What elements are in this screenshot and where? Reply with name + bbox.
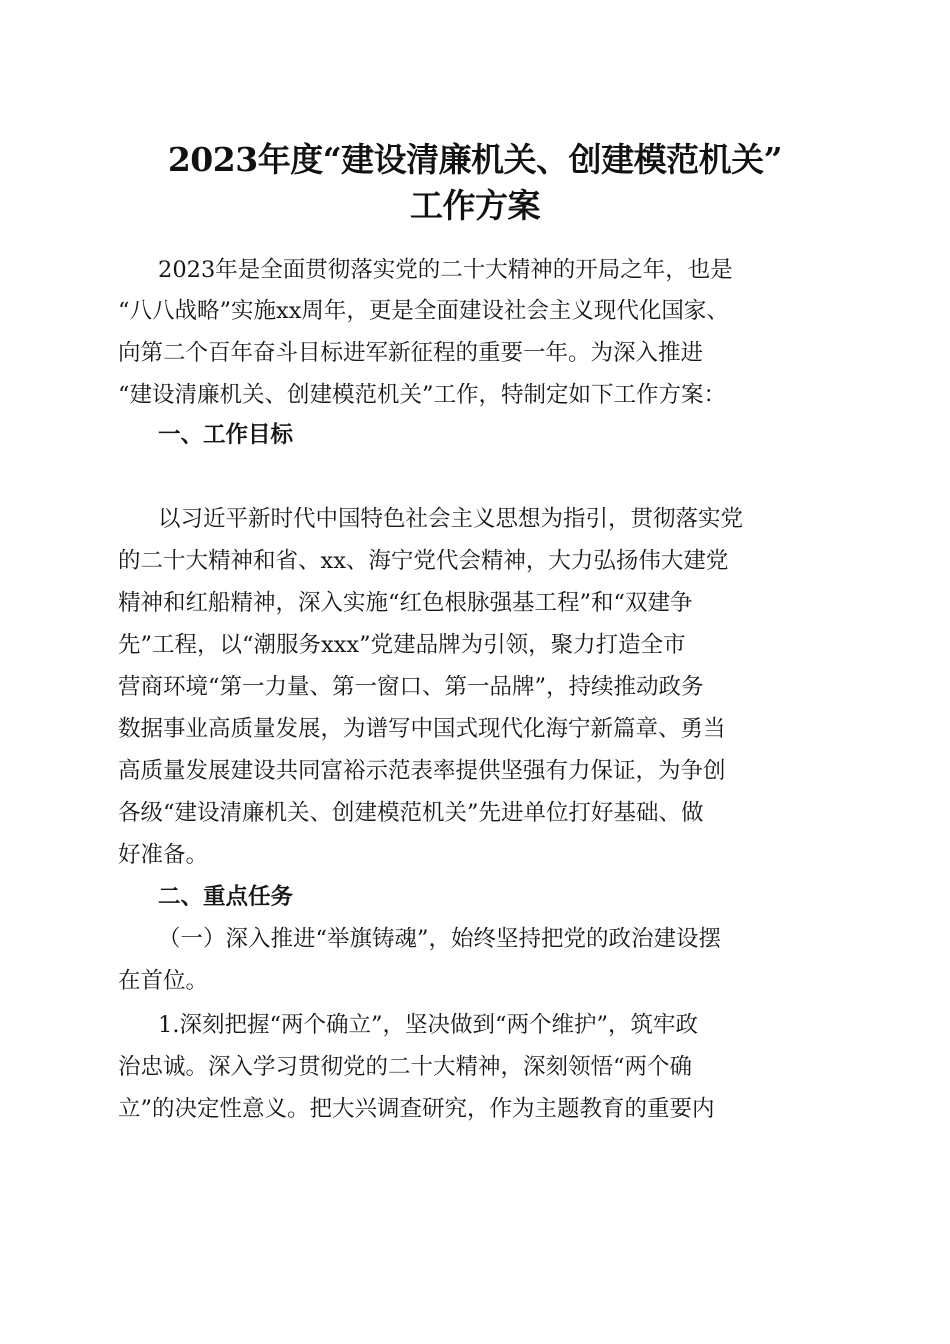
subsection-heading-line: 在首位。 [118, 968, 209, 994]
goals-paragraph-line: 以习近平新时代中国特色社会主义思想为指引，贯彻落实党 [158, 506, 744, 532]
section-heading-key-tasks: 二、重点任务 [158, 884, 294, 910]
goals-paragraph-line: 的二十大精神和省、xx、海宁党代会精神，大力弘扬伟大建党 [118, 548, 729, 574]
goals-paragraph-line: 精神和红船精神，深入实施“红色根脉强基工程”和“双建争 [118, 590, 693, 616]
section-heading-work-goals: 一、工作目标 [158, 422, 294, 448]
document-title-line-2: 工作方案 [410, 186, 540, 225]
goals-paragraph-line: 先”工程，以“潮服务xxx”党建品牌为引领，聚力打造全市 [118, 632, 686, 658]
intro-paragraph-line: “八八战略”实施xx周年，更是全面建设社会主义现代化国家、 [118, 298, 729, 324]
subsection-heading-line: （一）深入推进“举旗铸魂”，始终坚持把党的政治建设摆 [158, 926, 722, 952]
intro-paragraph-line: 2023年是全面贯彻落实党的二十大精神的开局之年，也是 [158, 257, 733, 283]
goals-paragraph-line: 好准备。 [118, 842, 209, 868]
item-paragraph-line: 治忠诚。深入学习贯彻党的二十大精神，深刻领悟“两个确 [118, 1054, 693, 1080]
document-title-line-1: 2023年度“建设清廉机关、创建模范机关” [167, 140, 783, 179]
goals-paragraph-line: 营商环境“第一力量、第一窗口、第一品牌”，持续推动政务 [118, 674, 704, 700]
intro-paragraph-line: “建设清廉机关、创建模范机关”工作，特制定如下工作方案： [118, 382, 727, 408]
item-paragraph-line: 立”的决定性意义。把大兴调查研究，作为主题教育的重要内 [118, 1096, 715, 1122]
intro-paragraph-line: 向第二个百年奋斗目标进军新征程的重要一年。为深入推进 [118, 340, 704, 366]
goals-paragraph-line: 高质量发展建设共同富裕示范表率提供坚强有力保证，为争创 [118, 758, 726, 784]
goals-paragraph-line: 各级“建设清廉机关、创建模范机关”先进单位打好基础、做 [118, 800, 704, 826]
item-paragraph-line: 1.深刻把握“两个确立”，坚决做到“两个维护”，筑牢政 [158, 1012, 698, 1038]
goals-paragraph-line: 数据事业高质量发展，为谱写中国式现代化海宁新篇章、勇当 [118, 716, 726, 742]
